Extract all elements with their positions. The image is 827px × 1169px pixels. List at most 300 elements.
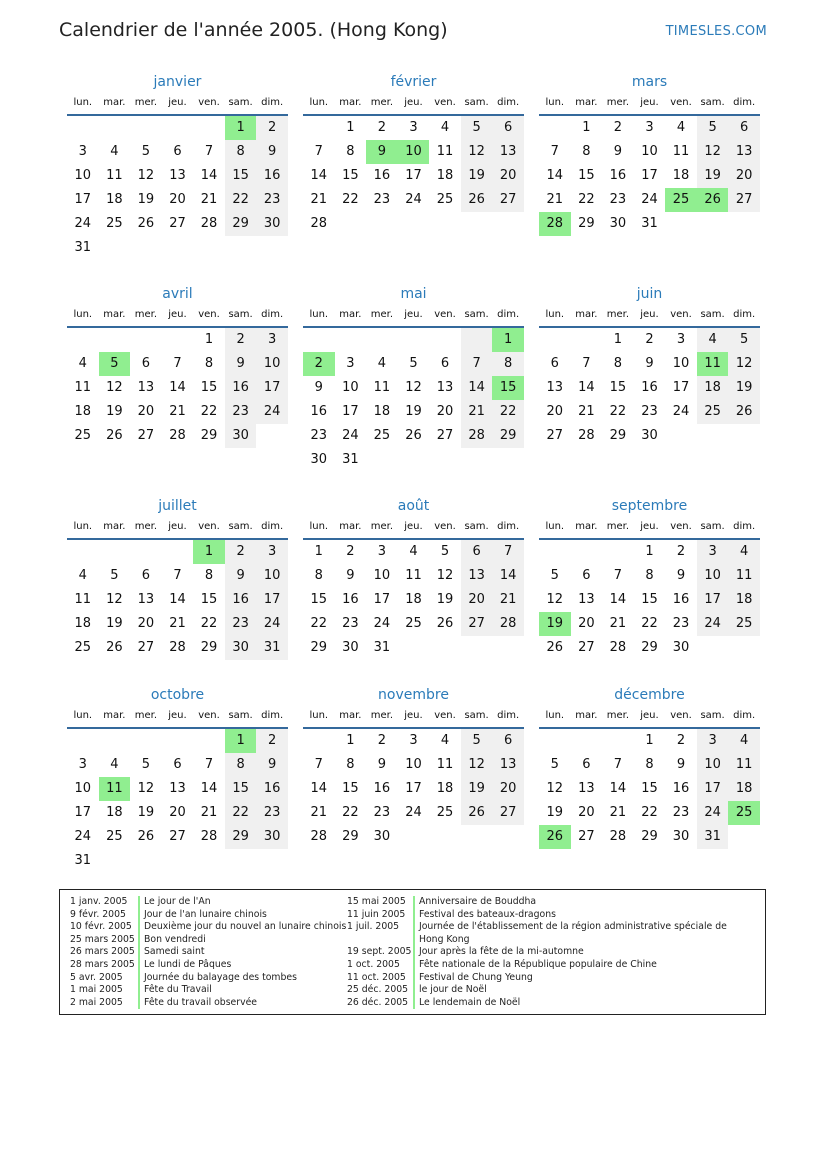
- day-cell[interactable]: 26: [461, 801, 493, 825]
- day-cell[interactable]: 23: [256, 801, 288, 825]
- day-cell[interactable]: 2: [225, 540, 257, 564]
- day-cell[interactable]: 28: [609, 829, 627, 844]
- day-cell[interactable]: 28: [169, 640, 186, 655]
- day-cell[interactable]: 1: [225, 116, 257, 140]
- day-cell[interactable]: 16: [373, 168, 391, 183]
- day-cell[interactable]: 20: [492, 164, 524, 188]
- day-cell[interactable]: 8: [492, 352, 524, 376]
- day-cell[interactable]: 14: [310, 781, 328, 796]
- day-cell[interactable]: 16: [225, 376, 257, 400]
- day-cell[interactable]: 23: [310, 428, 328, 443]
- day-cell[interactable]: 18: [672, 168, 690, 183]
- day-cell[interactable]: 3: [697, 540, 729, 564]
- day-cell[interactable]: 11: [672, 144, 690, 159]
- day-cell[interactable]: 31: [74, 853, 92, 868]
- day-cell[interactable]: 12: [137, 168, 155, 183]
- day-cell[interactable]: 12: [546, 781, 564, 796]
- day-cell[interactable]: 4: [110, 144, 119, 159]
- day-cell[interactable]: 20: [546, 404, 564, 419]
- day-cell[interactable]: 24: [697, 612, 729, 636]
- day-cell[interactable]: 8: [314, 568, 323, 583]
- day-cell[interactable]: 9: [314, 380, 323, 395]
- day-cell[interactable]: 8: [645, 757, 654, 772]
- day-cell[interactable]: 5: [440, 544, 450, 559]
- day-cell[interactable]: 1: [346, 733, 355, 748]
- day-cell[interactable]: 20: [461, 588, 493, 612]
- day-cell[interactable]: 6: [550, 356, 559, 371]
- day-cell[interactable]: 25: [405, 616, 422, 631]
- day-cell[interactable]: 20: [578, 616, 595, 631]
- day-cell[interactable]: 3: [676, 332, 686, 347]
- day-cell[interactable]: 15: [200, 592, 218, 607]
- day-cell[interactable]: 23: [225, 400, 257, 424]
- day-cell[interactable]: 30: [225, 424, 257, 448]
- day-cell[interactable]: 3: [377, 544, 387, 559]
- day-cell[interactable]: 1: [346, 120, 355, 135]
- day-cell[interactable]: 20: [578, 805, 595, 820]
- day-cell[interactable]: 7: [314, 144, 323, 159]
- day-cell[interactable]: 6: [141, 356, 151, 371]
- day-cell[interactable]: 23: [342, 616, 359, 631]
- day-cell[interactable]: 6: [492, 116, 524, 140]
- day-cell[interactable]: 30: [609, 216, 627, 231]
- day-cell[interactable]: 6: [582, 757, 591, 772]
- day-cell[interactable]: 9: [645, 356, 654, 371]
- day-cell[interactable]: 11: [106, 168, 123, 183]
- day-cell[interactable]: 15: [200, 380, 218, 395]
- day-cell[interactable]: 1: [492, 328, 524, 352]
- day-cell[interactable]: 23: [373, 192, 391, 207]
- day-cell[interactable]: 25: [436, 192, 454, 207]
- day-cell[interactable]: 21: [578, 404, 595, 419]
- day-cell[interactable]: 2: [303, 352, 335, 376]
- day-cell[interactable]: 18: [106, 805, 123, 820]
- day-cell[interactable]: 17: [373, 592, 391, 607]
- day-cell[interactable]: 4: [110, 757, 119, 772]
- day-cell[interactable]: 27: [461, 612, 493, 636]
- day-cell[interactable]: 30: [310, 452, 328, 467]
- day-cell[interactable]: 24: [74, 829, 92, 844]
- day-cell[interactable]: 27: [137, 428, 155, 443]
- day-cell[interactable]: 12: [436, 568, 454, 583]
- day-cell[interactable]: 25: [74, 640, 92, 655]
- day-cell[interactable]: 6: [728, 116, 760, 140]
- day-cell[interactable]: 24: [405, 805, 422, 820]
- day-cell[interactable]: 11: [373, 380, 391, 395]
- day-cell[interactable]: 1: [613, 332, 623, 347]
- day-cell[interactable]: 26: [405, 428, 422, 443]
- day-cell[interactable]: 9: [225, 352, 257, 376]
- day-cell[interactable]: 16: [256, 164, 288, 188]
- day-cell[interactable]: 31: [256, 636, 288, 660]
- day-cell[interactable]: 1: [204, 332, 214, 347]
- day-cell[interactable]: 22: [310, 616, 328, 631]
- day-cell[interactable]: 25: [728, 612, 760, 636]
- day-cell[interactable]: 15: [342, 781, 359, 796]
- day-cell[interactable]: 12: [697, 140, 729, 164]
- day-cell[interactable]: 24: [256, 400, 288, 424]
- day-cell[interactable]: 30: [373, 829, 391, 844]
- day-cell[interactable]: 29: [225, 825, 257, 849]
- day-cell[interactable]: 15: [225, 777, 257, 801]
- day-cell[interactable]: 19: [106, 404, 123, 419]
- day-cell[interactable]: 22: [641, 805, 658, 820]
- day-cell[interactable]: 26: [728, 400, 760, 424]
- day-cell[interactable]: 30: [672, 829, 690, 844]
- day-cell[interactable]: 27: [492, 801, 524, 825]
- day-cell[interactable]: 1: [193, 540, 225, 564]
- day-cell[interactable]: 24: [342, 428, 359, 443]
- day-cell[interactable]: 26: [106, 428, 123, 443]
- day-cell[interactable]: 17: [256, 588, 288, 612]
- day-cell[interactable]: 2: [377, 733, 387, 748]
- day-cell[interactable]: 12: [461, 140, 493, 164]
- day-cell[interactable]: 8: [645, 568, 654, 583]
- day-cell[interactable]: 19: [546, 805, 564, 820]
- day-cell[interactable]: 22: [342, 192, 359, 207]
- day-cell[interactable]: 26: [461, 188, 493, 212]
- day-cell[interactable]: 4: [728, 729, 760, 753]
- day-cell[interactable]: 2: [645, 332, 654, 347]
- day-cell[interactable]: 23: [225, 612, 257, 636]
- day-cell[interactable]: 31: [697, 825, 729, 849]
- day-cell[interactable]: 28: [539, 212, 571, 236]
- day-cell[interactable]: 6: [582, 568, 591, 583]
- day-cell[interactable]: 14: [310, 168, 328, 183]
- day-cell[interactable]: 26: [697, 188, 729, 212]
- day-cell[interactable]: 1: [314, 544, 323, 559]
- day-cell[interactable]: 10: [342, 380, 359, 395]
- day-cell[interactable]: 19: [728, 376, 760, 400]
- day-cell[interactable]: 1: [645, 544, 654, 559]
- day-cell[interactable]: 22: [225, 801, 257, 825]
- day-cell[interactable]: 17: [405, 781, 422, 796]
- day-cell[interactable]: 15: [641, 592, 658, 607]
- day-cell[interactable]: 26: [436, 616, 454, 631]
- day-cell[interactable]: 15: [310, 592, 328, 607]
- day-cell[interactable]: 26: [539, 825, 571, 849]
- day-cell[interactable]: 5: [697, 116, 729, 140]
- day-cell[interactable]: 9: [256, 140, 288, 164]
- day-cell[interactable]: 16: [672, 592, 690, 607]
- day-cell[interactable]: 21: [461, 400, 493, 424]
- day-cell[interactable]: 4: [728, 540, 760, 564]
- day-cell[interactable]: 20: [137, 616, 155, 631]
- day-cell[interactable]: 29: [578, 216, 595, 231]
- day-cell[interactable]: 18: [74, 404, 92, 419]
- day-cell[interactable]: 19: [405, 404, 422, 419]
- day-cell[interactable]: 17: [697, 777, 729, 801]
- day-cell[interactable]: 4: [78, 356, 87, 371]
- day-cell[interactable]: 18: [436, 781, 454, 796]
- day-cell[interactable]: 9: [256, 753, 288, 777]
- day-cell[interactable]: 13: [578, 781, 595, 796]
- day-cell[interactable]: 21: [200, 192, 218, 207]
- day-cell[interactable]: 17: [672, 380, 690, 395]
- brand-logo-link[interactable]: TIMESLES.COM: [665, 24, 767, 39]
- day-cell[interactable]: 2: [377, 120, 387, 135]
- day-cell[interactable]: 7: [582, 356, 591, 371]
- day-cell[interactable]: 7: [613, 568, 623, 583]
- day-cell[interactable]: 24: [697, 801, 729, 825]
- day-cell[interactable]: 27: [169, 216, 186, 231]
- day-cell[interactable]: 16: [310, 404, 328, 419]
- day-cell[interactable]: 21: [310, 805, 328, 820]
- day-cell[interactable]: 28: [310, 216, 328, 231]
- day-cell[interactable]: 14: [200, 168, 218, 183]
- day-cell[interactable]: 22: [578, 192, 595, 207]
- day-cell[interactable]: 28: [200, 829, 218, 844]
- day-cell[interactable]: 22: [492, 400, 524, 424]
- day-cell[interactable]: 12: [106, 592, 123, 607]
- day-cell[interactable]: 21: [492, 588, 524, 612]
- day-cell[interactable]: 28: [578, 428, 595, 443]
- day-cell[interactable]: 16: [373, 781, 391, 796]
- day-cell[interactable]: 14: [169, 592, 186, 607]
- day-cell[interactable]: 2: [613, 120, 623, 135]
- day-cell[interactable]: 25: [665, 188, 697, 212]
- day-cell[interactable]: 9: [613, 144, 623, 159]
- day-cell[interactable]: 7: [461, 352, 493, 376]
- day-cell[interactable]: 7: [550, 144, 559, 159]
- day-cell[interactable]: 28: [461, 424, 493, 448]
- day-cell[interactable]: 9: [676, 757, 686, 772]
- day-cell[interactable]: 22: [641, 616, 658, 631]
- day-cell[interactable]: 17: [405, 168, 422, 183]
- day-cell[interactable]: 29: [641, 829, 658, 844]
- day-cell[interactable]: 29: [200, 428, 218, 443]
- day-cell[interactable]: 25: [106, 216, 123, 231]
- day-cell[interactable]: 29: [609, 428, 627, 443]
- day-cell[interactable]: 8: [582, 144, 591, 159]
- day-cell[interactable]: 13: [492, 140, 524, 164]
- day-cell[interactable]: 10: [641, 144, 658, 159]
- day-cell[interactable]: 29: [342, 829, 359, 844]
- day-cell[interactable]: 14: [461, 376, 493, 400]
- day-cell[interactable]: 10: [672, 356, 690, 371]
- day-cell[interactable]: 3: [256, 328, 288, 352]
- day-cell[interactable]: 10: [373, 568, 391, 583]
- day-cell[interactable]: 15: [609, 380, 627, 395]
- day-cell[interactable]: 29: [225, 212, 257, 236]
- day-cell[interactable]: 8: [613, 356, 623, 371]
- day-cell[interactable]: 9: [676, 568, 686, 583]
- day-cell[interactable]: 3: [645, 120, 654, 135]
- day-cell[interactable]: 24: [641, 192, 658, 207]
- day-cell[interactable]: 15: [492, 376, 524, 400]
- day-cell[interactable]: 20: [169, 805, 186, 820]
- day-cell[interactable]: 21: [546, 192, 564, 207]
- day-cell[interactable]: 19: [539, 612, 571, 636]
- day-cell[interactable]: 22: [225, 188, 257, 212]
- day-cell[interactable]: 19: [461, 777, 493, 801]
- day-cell[interactable]: 4: [440, 120, 450, 135]
- day-cell[interactable]: 2: [676, 544, 686, 559]
- day-cell[interactable]: 22: [342, 805, 359, 820]
- day-cell[interactable]: 8: [204, 568, 214, 583]
- day-cell[interactable]: 24: [672, 404, 690, 419]
- day-cell[interactable]: 7: [204, 757, 214, 772]
- day-cell[interactable]: 3: [78, 757, 87, 772]
- day-cell[interactable]: 5: [141, 757, 151, 772]
- day-cell[interactable]: 15: [578, 168, 595, 183]
- day-cell[interactable]: 28: [492, 612, 524, 636]
- day-cell[interactable]: 16: [256, 777, 288, 801]
- day-cell[interactable]: 23: [256, 188, 288, 212]
- day-cell[interactable]: 19: [106, 616, 123, 631]
- day-cell[interactable]: 3: [256, 540, 288, 564]
- day-cell[interactable]: 9: [366, 140, 398, 164]
- day-cell[interactable]: 30: [672, 640, 690, 655]
- day-cell[interactable]: 15: [641, 781, 658, 796]
- day-cell[interactable]: 4: [78, 568, 87, 583]
- day-cell[interactable]: 4: [377, 356, 387, 371]
- day-cell[interactable]: 6: [461, 540, 493, 564]
- day-cell[interactable]: 12: [728, 352, 760, 376]
- day-cell[interactable]: 28: [200, 216, 218, 231]
- day-cell[interactable]: 22: [609, 404, 627, 419]
- day-cell[interactable]: 23: [373, 805, 391, 820]
- day-cell[interactable]: 16: [342, 592, 359, 607]
- day-cell[interactable]: 30: [225, 636, 257, 660]
- day-cell[interactable]: 16: [672, 781, 690, 796]
- day-cell[interactable]: 6: [440, 356, 450, 371]
- day-cell[interactable]: 17: [697, 588, 729, 612]
- day-cell[interactable]: 13: [492, 753, 524, 777]
- day-cell[interactable]: 16: [225, 588, 257, 612]
- day-cell[interactable]: 10: [697, 753, 729, 777]
- day-cell[interactable]: 7: [173, 356, 182, 371]
- day-cell[interactable]: 13: [728, 140, 760, 164]
- day-cell[interactable]: 9: [377, 757, 387, 772]
- day-cell[interactable]: 23: [672, 616, 690, 631]
- day-cell[interactable]: 21: [169, 404, 186, 419]
- day-cell[interactable]: 20: [728, 164, 760, 188]
- day-cell[interactable]: 29: [310, 640, 328, 655]
- day-cell[interactable]: 2: [256, 729, 288, 753]
- day-cell[interactable]: 23: [609, 192, 627, 207]
- day-cell[interactable]: 27: [137, 640, 155, 655]
- day-cell[interactable]: 5: [461, 116, 493, 140]
- day-cell[interactable]: 4: [697, 328, 729, 352]
- day-cell[interactable]: 14: [200, 781, 218, 796]
- day-cell[interactable]: 7: [173, 568, 182, 583]
- day-cell[interactable]: 11: [728, 564, 760, 588]
- day-cell[interactable]: 25: [106, 829, 123, 844]
- day-cell[interactable]: 18: [373, 404, 391, 419]
- day-cell[interactable]: 18: [728, 777, 760, 801]
- day-cell[interactable]: 30: [342, 640, 359, 655]
- day-cell[interactable]: 27: [578, 829, 595, 844]
- day-cell[interactable]: 17: [641, 168, 658, 183]
- day-cell[interactable]: 11: [405, 568, 422, 583]
- day-cell[interactable]: 17: [342, 404, 359, 419]
- day-cell[interactable]: 15: [342, 168, 359, 183]
- day-cell[interactable]: 17: [256, 376, 288, 400]
- day-cell[interactable]: 27: [436, 428, 454, 443]
- day-cell[interactable]: 15: [225, 164, 257, 188]
- day-cell[interactable]: 17: [74, 805, 92, 820]
- day-cell[interactable]: 27: [728, 188, 760, 212]
- day-cell[interactable]: 26: [106, 640, 123, 655]
- day-cell[interactable]: 7: [314, 757, 323, 772]
- day-cell[interactable]: 30: [641, 428, 658, 443]
- day-cell[interactable]: 11: [436, 144, 454, 159]
- day-cell[interactable]: 6: [173, 757, 182, 772]
- day-cell[interactable]: 13: [169, 168, 186, 183]
- day-cell[interactable]: 8: [346, 757, 355, 772]
- day-cell[interactable]: 10: [697, 564, 729, 588]
- day-cell[interactable]: 3: [409, 120, 418, 135]
- day-cell[interactable]: 21: [310, 192, 328, 207]
- day-cell[interactable]: 13: [546, 380, 564, 395]
- day-cell[interactable]: 18: [436, 168, 454, 183]
- day-cell[interactable]: 21: [169, 616, 186, 631]
- day-cell[interactable]: 11: [99, 777, 131, 801]
- day-cell[interactable]: 2: [346, 544, 355, 559]
- day-cell[interactable]: 22: [200, 616, 218, 631]
- day-cell[interactable]: 25: [728, 801, 760, 825]
- day-cell[interactable]: 29: [200, 640, 218, 655]
- day-cell[interactable]: 26: [137, 829, 155, 844]
- day-cell[interactable]: 26: [137, 216, 155, 231]
- day-cell[interactable]: 5: [550, 757, 559, 772]
- day-cell[interactable]: 28: [609, 640, 627, 655]
- day-cell[interactable]: 4: [409, 544, 418, 559]
- day-cell[interactable]: 31: [74, 240, 92, 255]
- day-cell[interactable]: 25: [74, 428, 92, 443]
- day-cell[interactable]: 23: [641, 404, 658, 419]
- day-cell[interactable]: 25: [697, 400, 729, 424]
- day-cell[interactable]: 14: [578, 380, 595, 395]
- day-cell[interactable]: 20: [137, 404, 155, 419]
- day-cell[interactable]: 5: [461, 729, 493, 753]
- day-cell[interactable]: 8: [204, 356, 214, 371]
- day-cell[interactable]: 2: [225, 328, 257, 352]
- day-cell[interactable]: 18: [697, 376, 729, 400]
- day-cell[interactable]: 23: [672, 805, 690, 820]
- day-cell[interactable]: 13: [169, 781, 186, 796]
- day-cell[interactable]: 24: [373, 616, 391, 631]
- day-cell[interactable]: 14: [492, 564, 524, 588]
- day-cell[interactable]: 3: [409, 733, 418, 748]
- day-cell[interactable]: 29: [492, 424, 524, 448]
- day-cell[interactable]: 19: [137, 192, 155, 207]
- day-cell[interactable]: 19: [436, 592, 454, 607]
- day-cell[interactable]: 2: [256, 116, 288, 140]
- day-cell[interactable]: 13: [137, 380, 155, 395]
- day-cell[interactable]: 21: [609, 805, 627, 820]
- day-cell[interactable]: 14: [546, 168, 564, 183]
- day-cell[interactable]: 13: [461, 564, 493, 588]
- day-cell[interactable]: 11: [436, 757, 454, 772]
- day-cell[interactable]: 21: [609, 616, 627, 631]
- day-cell[interactable]: 13: [137, 592, 155, 607]
- day-cell[interactable]: 25: [436, 805, 454, 820]
- day-cell[interactable]: 11: [697, 352, 729, 376]
- day-cell[interactable]: 12: [137, 781, 155, 796]
- day-cell[interactable]: 27: [492, 188, 524, 212]
- day-cell[interactable]: 6: [141, 568, 151, 583]
- day-cell[interactable]: 18: [728, 588, 760, 612]
- day-cell[interactable]: 12: [405, 380, 422, 395]
- day-cell[interactable]: 13: [578, 592, 595, 607]
- day-cell[interactable]: 12: [106, 380, 123, 395]
- day-cell[interactable]: 30: [256, 212, 288, 236]
- day-cell[interactable]: 10: [398, 140, 430, 164]
- day-cell[interactable]: 1: [225, 729, 257, 753]
- day-cell[interactable]: 5: [550, 568, 559, 583]
